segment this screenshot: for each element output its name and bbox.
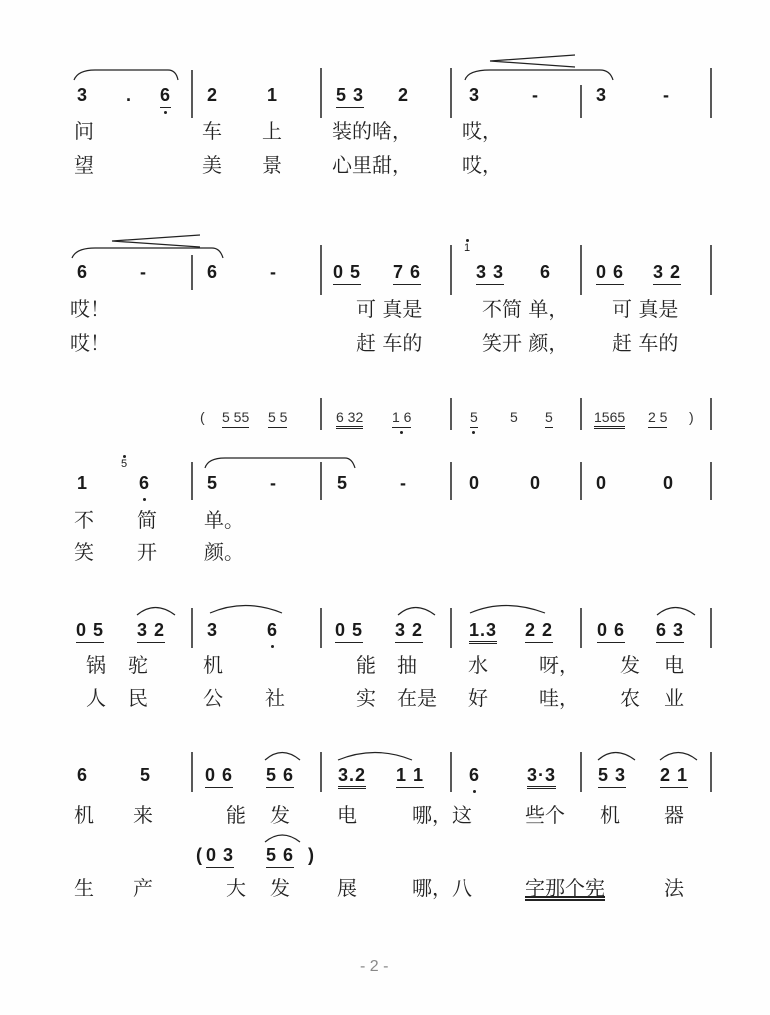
grace-note: 1 bbox=[464, 242, 471, 254]
lyric: 哪，八 bbox=[412, 876, 472, 900]
note-group: 0 5 bbox=[76, 619, 104, 643]
rest: 0 bbox=[596, 473, 608, 493]
note: 2 bbox=[207, 85, 219, 105]
paren: ( bbox=[196, 845, 203, 865]
intro-notes: 1565 bbox=[594, 408, 625, 429]
lyric: 景 bbox=[262, 153, 282, 177]
note-group: 1 1 bbox=[396, 764, 424, 788]
lyric: 农 bbox=[620, 686, 640, 710]
lyric: 上 bbox=[262, 119, 282, 143]
lyric: 呀， bbox=[539, 653, 579, 677]
lyric: 来 bbox=[133, 803, 153, 827]
note-group: 5 3 bbox=[336, 84, 364, 108]
lyric: 哎！ bbox=[70, 331, 110, 355]
note: 2 bbox=[398, 85, 410, 105]
note: 6 bbox=[469, 765, 481, 785]
lyric: 心里甜， bbox=[332, 153, 412, 177]
lyric: 民 bbox=[128, 686, 148, 710]
lyric: 笑 bbox=[74, 540, 94, 564]
note-group: 3 2 bbox=[137, 619, 165, 643]
lyric: 笑开 颜， bbox=[482, 331, 569, 355]
note: 6 bbox=[540, 262, 552, 282]
lyric: 实 bbox=[356, 686, 376, 710]
lyric: 发 bbox=[270, 803, 290, 827]
lyric: 单。 bbox=[204, 508, 244, 532]
note-group: 0 5 bbox=[335, 619, 363, 643]
rest: 0 bbox=[530, 473, 542, 493]
lyric: 问 bbox=[74, 119, 94, 143]
note: 1 bbox=[267, 85, 279, 105]
note-group: 6 3 bbox=[656, 619, 684, 643]
note-group: 3 3 bbox=[476, 261, 504, 285]
intro-note: 5 bbox=[510, 409, 518, 425]
dash: - bbox=[532, 85, 539, 105]
note-group: 3.2 bbox=[338, 764, 366, 789]
lyric: 赶 车的 bbox=[612, 331, 679, 355]
note-group: 3·3 bbox=[527, 764, 556, 789]
rest: 0 bbox=[663, 473, 675, 493]
lyric: 哎， bbox=[462, 153, 502, 177]
note: 3 bbox=[596, 85, 608, 105]
note: 5 bbox=[337, 473, 349, 493]
lyric: 望 bbox=[74, 153, 94, 177]
paren: ) bbox=[308, 845, 315, 865]
lyric: 能 bbox=[226, 803, 246, 827]
lyric: 哎！ bbox=[70, 297, 110, 321]
intro-notes: 2 5 bbox=[648, 408, 667, 428]
lyric: 法 bbox=[664, 876, 684, 900]
dash: - bbox=[270, 473, 277, 493]
note-group: 5 6 bbox=[266, 764, 294, 788]
intro-notes: 5 55 bbox=[222, 408, 249, 428]
note: 6 bbox=[139, 473, 151, 493]
lyric: 美 bbox=[202, 153, 222, 177]
paren: ) bbox=[689, 409, 694, 425]
lyric: 器 bbox=[664, 803, 684, 827]
lyric: 字那个宪 bbox=[525, 876, 605, 900]
intro-note: 5 bbox=[470, 408, 478, 428]
note: 6 bbox=[77, 765, 89, 785]
lyric: 赶 车的 bbox=[356, 331, 423, 355]
lyric: 简 bbox=[137, 508, 157, 532]
slurs bbox=[72, 70, 697, 842]
intro-notes: 6 32 bbox=[336, 408, 363, 429]
note: 6 bbox=[207, 262, 219, 282]
lyric: 发 bbox=[270, 876, 290, 900]
lyric: 机 bbox=[600, 803, 620, 827]
lyric: 机 bbox=[203, 653, 223, 677]
dash: - bbox=[663, 85, 670, 105]
lyric: 不简 单， bbox=[482, 297, 569, 321]
lyric: 社 bbox=[265, 686, 285, 710]
note: 6 bbox=[77, 262, 89, 282]
note: 3 bbox=[207, 620, 219, 640]
page-number: - 2 - bbox=[360, 958, 389, 975]
note: 1 bbox=[77, 473, 89, 493]
note-group: 0 5 bbox=[333, 261, 361, 285]
lyric: 开 bbox=[137, 540, 157, 564]
note-group: 2 1 bbox=[660, 764, 688, 788]
intro-note: 5 bbox=[545, 408, 553, 428]
note: 6 bbox=[160, 84, 171, 108]
lyric: 电 bbox=[664, 653, 684, 677]
rest: 0 bbox=[469, 473, 481, 493]
lyric: 颜。 bbox=[204, 540, 244, 564]
lyric: 展 bbox=[337, 876, 357, 900]
note-group: 2 2 bbox=[525, 619, 553, 643]
lyric: 装的啥， bbox=[332, 119, 412, 143]
lyric: 好 bbox=[468, 686, 488, 710]
lyric: 可 真是 bbox=[612, 297, 679, 321]
lyric: 产 bbox=[133, 876, 153, 900]
lyric: 大 bbox=[226, 876, 246, 900]
lyric: 可 真是 bbox=[356, 297, 423, 321]
lyric: 机 bbox=[74, 803, 94, 827]
paren: ( bbox=[200, 409, 205, 425]
lyric: 哇， bbox=[539, 686, 579, 710]
intro-notes: 5 5 bbox=[268, 408, 287, 428]
intro-notes: 1 6 bbox=[392, 408, 411, 428]
dash: - bbox=[400, 473, 407, 493]
lyric: 发 bbox=[620, 653, 640, 677]
lyric: 能 bbox=[356, 653, 376, 677]
note: 5 bbox=[207, 473, 219, 493]
note-group: 0 3 bbox=[206, 844, 234, 868]
note-group: 0 6 bbox=[597, 619, 625, 643]
note-group: 0 6 bbox=[205, 764, 233, 788]
note-group: 5 6 bbox=[266, 844, 294, 868]
lyric: 水 bbox=[468, 653, 488, 677]
lyric: 在是 bbox=[397, 686, 437, 710]
note-group: 1.3 bbox=[469, 619, 497, 644]
dash: - bbox=[140, 262, 147, 282]
dot-rhythm: . bbox=[126, 85, 133, 105]
lyric: 人 bbox=[86, 686, 106, 710]
lyric: 驼 bbox=[128, 653, 148, 677]
lyric: 公 bbox=[203, 686, 223, 710]
note: 3 bbox=[469, 85, 481, 105]
note-group: 3 2 bbox=[395, 619, 423, 643]
lyric: 哎， bbox=[462, 119, 502, 143]
lyric: 电 bbox=[337, 803, 357, 827]
grace-note: 5 bbox=[121, 458, 128, 470]
lyric: 哪，这 bbox=[412, 803, 472, 827]
lyric: 些个 bbox=[525, 803, 565, 827]
lyric: 锅 bbox=[86, 653, 106, 677]
lyric: 抽 bbox=[397, 653, 417, 677]
lyric: 车 bbox=[202, 119, 222, 143]
note: 6 bbox=[267, 620, 279, 640]
lyric: 业 bbox=[664, 686, 684, 710]
note: 3 bbox=[77, 85, 89, 105]
lyric: 生 bbox=[74, 876, 94, 900]
lyric: 不 bbox=[74, 508, 94, 532]
note-group: 5 3 bbox=[598, 764, 626, 788]
note-group: 3 2 bbox=[653, 261, 681, 285]
note-group: 0 6 bbox=[596, 261, 624, 285]
note-group: 7 6 bbox=[393, 261, 421, 285]
dash: - bbox=[270, 262, 277, 282]
note: 5 bbox=[140, 765, 152, 785]
